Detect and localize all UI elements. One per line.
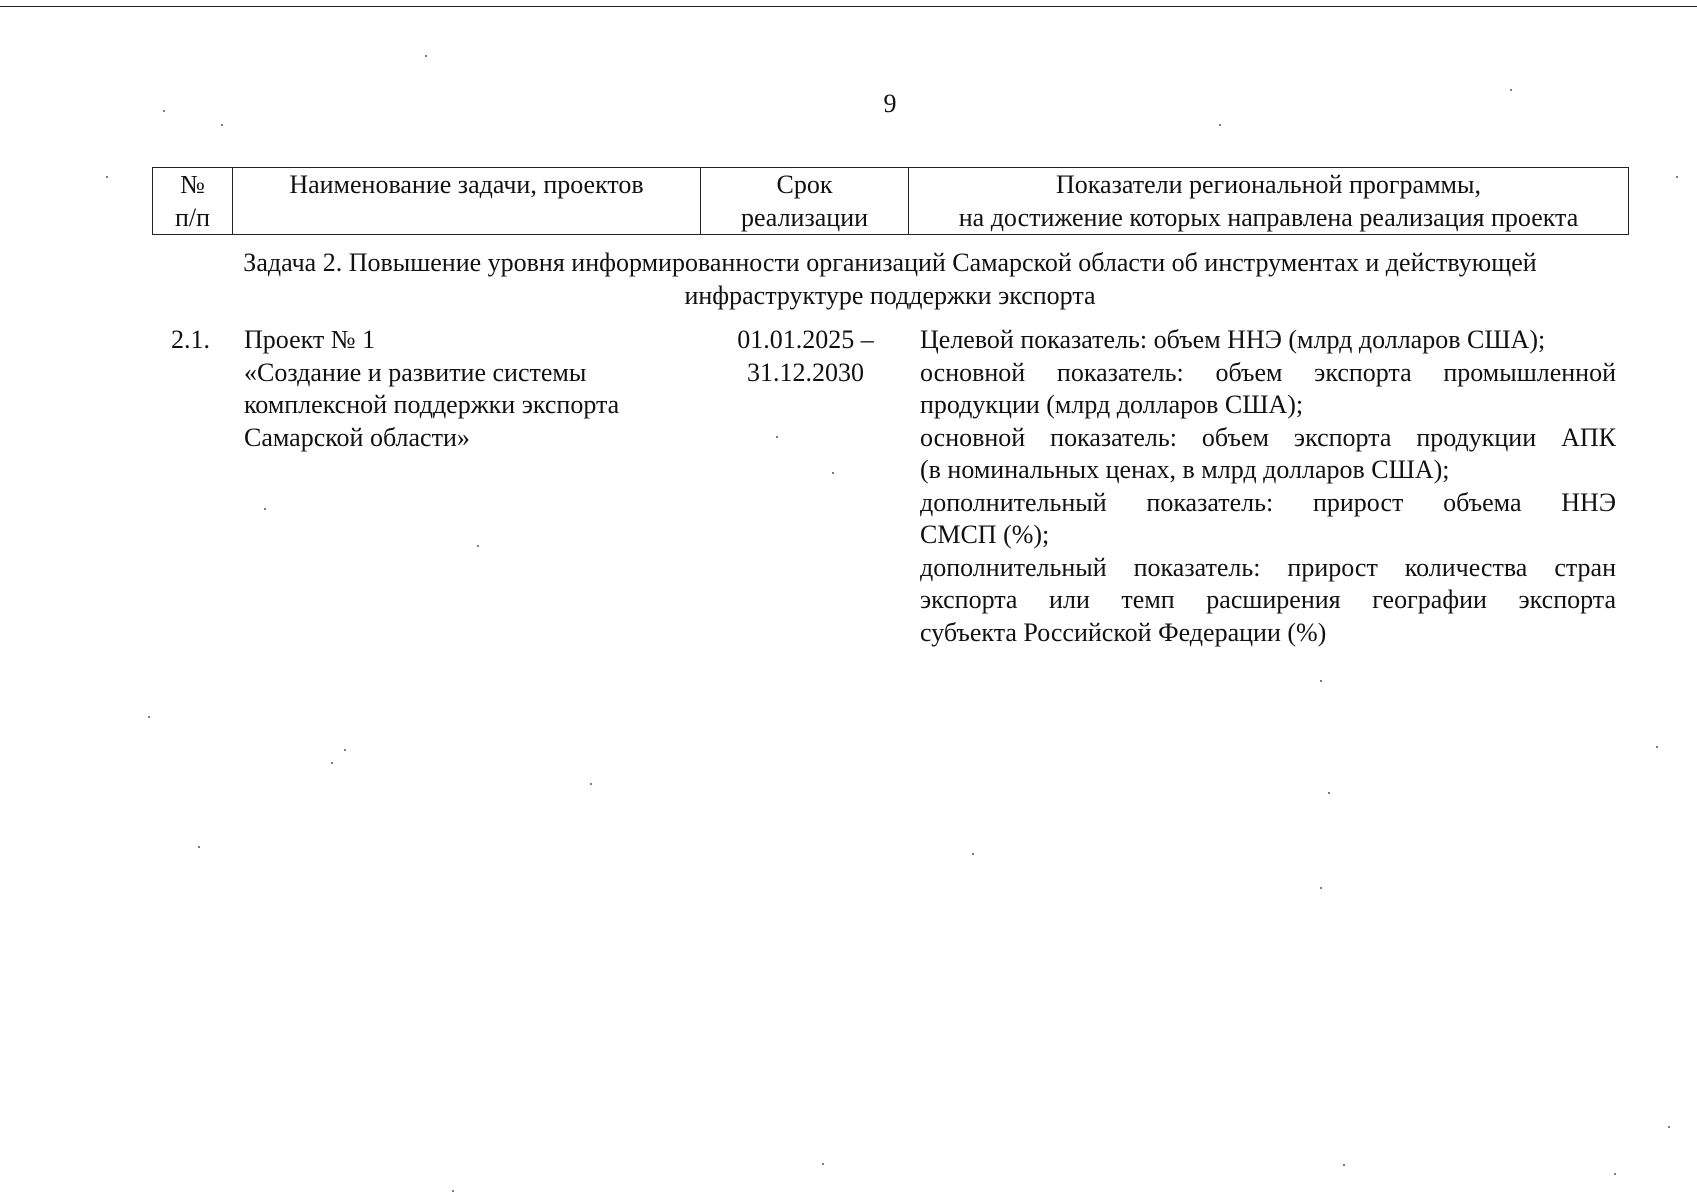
scan-speck <box>1668 1126 1670 1128</box>
scan-speck <box>972 853 974 855</box>
task-heading-line-2: инфраструктуре поддержки экспорта <box>684 280 1096 310</box>
top-rule <box>0 6 1697 7</box>
indicator-line: СМСП (%); <box>920 520 1050 549</box>
header-col-num-line-1: № <box>180 170 205 199</box>
scan-speck <box>198 846 200 848</box>
scan-speck <box>1676 176 1678 178</box>
row-number: 2.1. <box>171 325 210 354</box>
project-name-line: комплексной поддержки экспорта <box>244 390 620 419</box>
header-table <box>152 167 1629 235</box>
scan-speck <box>1510 89 1512 91</box>
scan-speck <box>221 124 223 126</box>
header-col-num-line-2: п/п <box>174 202 211 232</box>
scan-speck <box>452 1190 454 1192</box>
task-heading <box>152 247 1628 312</box>
scan-speck <box>477 545 479 547</box>
scan-speck <box>331 762 333 764</box>
scan-speck <box>344 749 346 751</box>
header-col-indicators <box>909 168 1629 235</box>
header-col-term-line-1: Срок <box>776 170 833 199</box>
indicator-line: экспорта или темп расширения географии экспорта <box>920 585 1616 614</box>
project-name <box>244 324 684 454</box>
header-col-term <box>701 168 909 235</box>
project-name-line: Самарской области» <box>244 422 470 452</box>
header-col-term-line-2: реализации <box>740 202 869 232</box>
scan-speck <box>822 1163 824 1165</box>
project-term-end: 31.12.2030 <box>747 357 864 387</box>
scan-speck <box>1219 124 1221 126</box>
project-term <box>718 324 893 389</box>
scan-speck <box>163 110 165 112</box>
indicator-line: основной показатель: объем экспорта промышленной <box>920 357 1616 387</box>
scan-speck <box>832 472 834 474</box>
scan-speck <box>590 783 592 785</box>
header-col-name-text: Наименование задачи, проектов <box>289 170 644 199</box>
scan-speck <box>1328 792 1330 794</box>
indicator-line: субъекта Российской Федерации (%) <box>920 617 1327 647</box>
project-indicators <box>920 324 1616 649</box>
project-name-line: «Создание и развитие системы <box>244 357 587 387</box>
scan-speck <box>106 176 108 178</box>
header-col-indicators-line-1: Показатели региональной программы, <box>1056 170 1481 199</box>
indicator-line: дополнительный показатель: прирост объема ННЭ <box>920 487 1616 517</box>
scan-speck <box>1320 887 1322 889</box>
indicator-line: дополнительный показатель: прирост количества стран <box>920 552 1616 582</box>
header-col-indicators-line-2: на достижение которых направлена реализация проекта <box>958 202 1579 232</box>
indicator-line: основной показатель: объем экспорта продукции АПК <box>920 422 1616 452</box>
scan-speck <box>264 508 266 510</box>
indicator-line: продукции (млрд долларов США); <box>920 390 1304 419</box>
scan-speck <box>148 716 150 718</box>
indicator-line: (в номинальных ценах, в млрд долларов США); <box>920 455 1450 484</box>
project-name-line: Проект № 1 <box>244 325 376 354</box>
scan-speck <box>776 436 778 438</box>
scan-speck <box>425 55 427 57</box>
page-number: 9 <box>883 89 897 118</box>
scan-speck <box>1320 680 1322 682</box>
header-col-num <box>153 168 233 235</box>
scan-speck <box>1343 1164 1345 1166</box>
task-heading-line-1: Задача 2. Повышение уровня информированности организаций Самарской области об инструментах и действующей <box>243 248 1537 277</box>
project-term-start: 01.01.2025 – <box>737 325 874 354</box>
scan-speck <box>1656 746 1658 748</box>
scan-speck <box>1614 1173 1616 1175</box>
header-col-name <box>233 168 701 235</box>
indicator-line: Целевой показатель: объем ННЭ (млрд долларов США); <box>920 325 1546 354</box>
header-row <box>153 168 1629 235</box>
